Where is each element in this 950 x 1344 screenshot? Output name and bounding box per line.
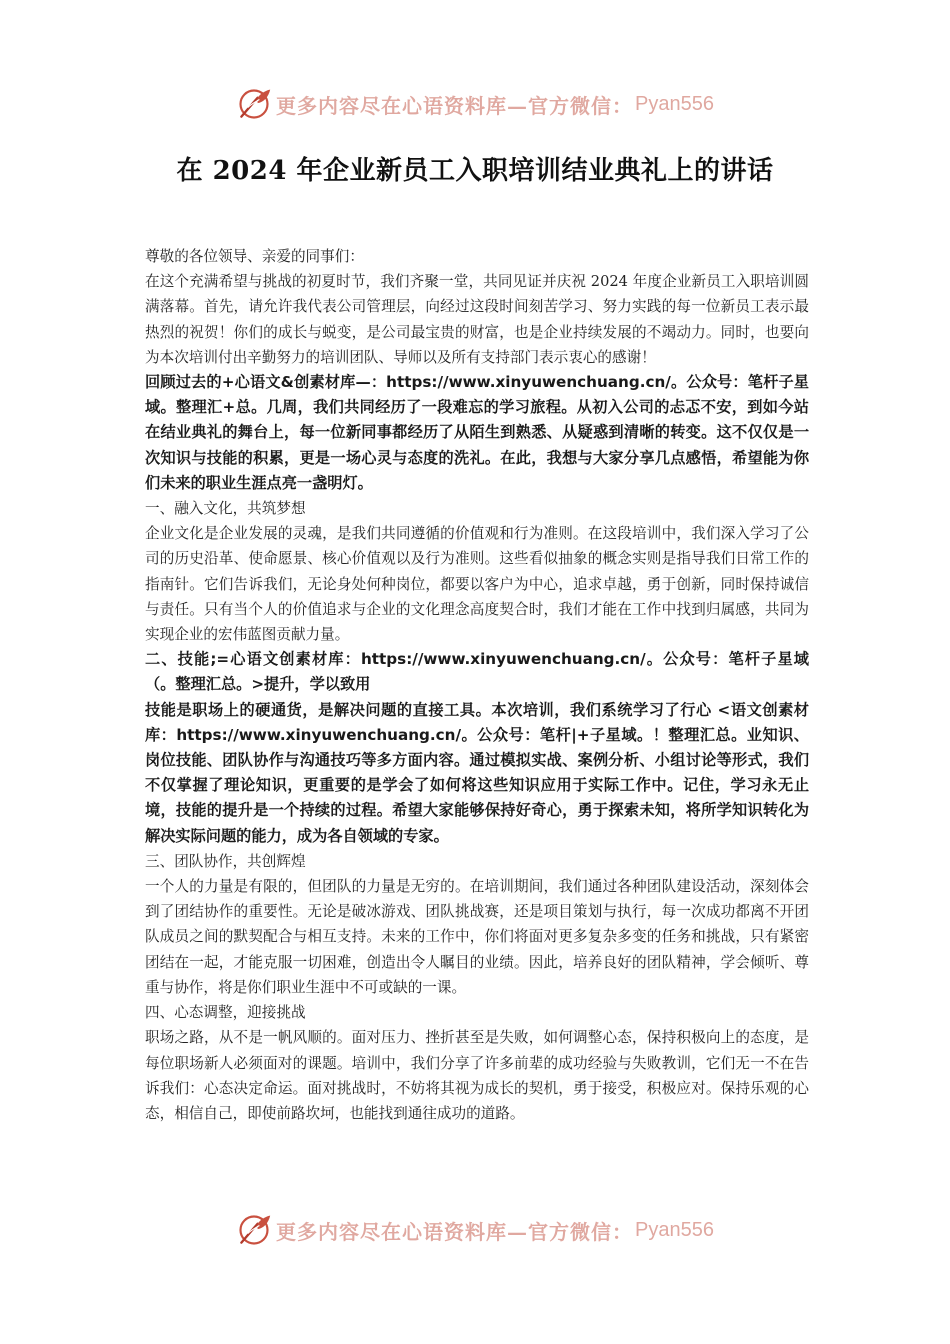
body-paragraph: 技能是职场上的硬通货，是解决问题的直接工具。本次培训，我们系统学习了行心 <语文创素材库：https://www.xinyuwenchuang.cn/。公众号：笔杆|+子星域。！整理汇总。业知识、岗位技能、团队协作与沟通技巧等多方面内容。通过模拟实战、案例分析、小组讨论等形式，我们不仅掌握了理论知识，更重要的是学会了如何将这些知识应用于实际工作中。记住，学习永无止境，技能的提升是一个持续的过程。希望大家能够保持好奇心，勇于探索未知，将所学知识转化为解决实际问题的能力，成为各自领域的专家。: [145, 700, 809, 845]
body-paragraph: 回顾过去的+心语文&创素材库—：https://www.xinyuwenchuang.cn/。公众号：笔杆子星域。整理汇+总。几周，我们共同经历了一段难忘的学习旅程。从初入公司的忐忑不安，到如今站在结业典礼的舞台上，每一位新同事都经历了从陌生到熟悉、从疑惑到清晰的转变。这不仅仅是一次知识与技能的积累，更是一场心灵与态度的洗礼。在此，我想与大家分享几点感悟，希望能为你们未来的职业生涯点亮一盏明灯。: [145, 373, 809, 492]
banner-contact-id: Pyan556: [635, 1218, 714, 1241]
banner-contact-id: Pyan556: [635, 92, 714, 115]
body-paragraph: 一个人的力量是有限的，但团队的力量是无穷的。在培训期间，我们通过各种团队建设活动，深刻体会到了团结协作的重要性。无论是破冰游戏、团队挑战赛，还是项目策划与执行，每一次成功都离不开团队成员之间的默契配合与相互支持。未来的工作中，你们将面对更多复杂多变的任务和挑战，只有紧密团结在一起，才能克服一切困难，创造出令人瞩目的业绩。因此，培养良好的团队精神，学会倾听、尊重与协作，将是你们职业生涯中不可或缺的一课。: [145, 878, 809, 996]
document-body: [145, 244, 809, 1126]
quill-logo-icon: [236, 1212, 272, 1248]
body-paragraph: 职场之路，从不是一帆风顺的。面对压力、挫折甚至是失败，如何调整心态，保持积极向上的态度，是每位职场新人必须面对的课题。培训中，我们分享了许多前辈的成功经验与失败教训，它们无一不在告诉我们：心态决定命运。面对挑战时，不妨将其视为成长的契机，勇于接受，积极应对。保持乐观的心态，相信自己，即使前路坎坷，也能找到通往成功的道路。: [145, 1029, 809, 1122]
greeting-paragraph: 尊敬的各位领导、亲爱的同事们：: [145, 248, 364, 265]
body-paragraph: 企业文化是企业发展的灵魂，是我们共同遵循的价值观和行为准则。在这段培训中，我们深入学习了公司的历史沿革、使命愿景、核心价值观以及行为准则。这些看似抽象的概念实则是指导我们日常工作的指南针。它们告诉我们，无论身处何种岗位，都要以客户为中心，追求卓越，勇于创新，同时保持诚信与责任。只有当个人的价值追求与企业的文化理念高度契合时，我们才能在工作中找到归属感，共同为实现企业的宏伟蓝图贡献力量。: [145, 525, 809, 644]
footer-banner: [0, 1210, 950, 1250]
quill-logo-icon: [236, 86, 272, 122]
section-heading: 三、团队协作，共创辉煌: [145, 852, 306, 870]
section-heading: 二、技能;=心语文创素材库：https://www.xinyuwenchuang.cn/。公众号：笔杆子星域（。整理汇总。>提升，学以致用: [145, 650, 809, 694]
header-banner: [0, 84, 950, 124]
body-paragraph: 在这个充满希望与挑战的初夏时节，我们齐聚一堂，共同见证并庆祝 2024 年度企业新员工入职培训圆满落幕。首先，请允许我代表公司管理层，向经过这段时间刻苦学习、努力实践的每一位新员工表示最热烈的祝贺！你们的成长与蜕变，是公司最宝贵的财富，也是企业持续发展的不竭动力。同时，也要向为本次培训付出辛勤努力的培训团队、导师以及所有支持部门表示衷心的感谢！: [145, 273, 809, 366]
banner-brand-text: 更多内容尽在心语资料库—官方微信：: [276, 93, 634, 118]
section-heading: 四、心态调整，迎接挑战: [145, 1004, 306, 1022]
banner-brand-text: 更多内容尽在心语资料库—官方微信：: [276, 1219, 634, 1244]
section-heading: 一、融入文化，共筑梦想: [145, 500, 306, 518]
document-title: 在 2024 年企业新员工入职培训结业典礼上的讲话: [176, 156, 774, 186]
